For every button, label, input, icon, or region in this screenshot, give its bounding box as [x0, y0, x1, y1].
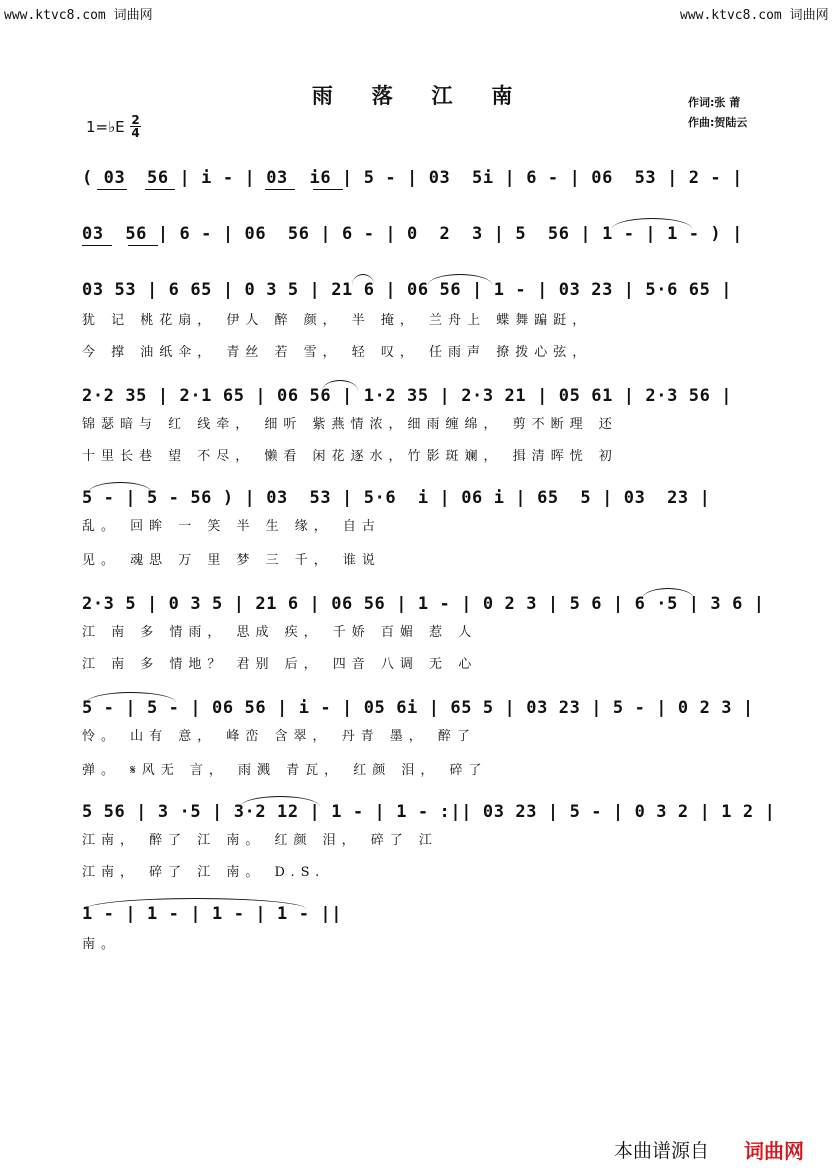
site-url-right[interactable]: www.ktvc8.com 词曲网 — [680, 8, 829, 23]
staff-notes: 2·2 35 | 2·1 65 | 06 56 | 1·2 35 | 2·3 21 | 05 61 | 2·3 56 | — [82, 386, 733, 406]
song-title: 雨 落 江 南 — [311, 83, 529, 108]
tie — [612, 218, 692, 229]
beam — [313, 189, 343, 190]
staff-notes: 5 56 | 3 ·5 | 3·2 12 | 1 - | 1 - :|| 03 23 | 5 - | 0 3 2 | 1 2 | — [82, 802, 776, 822]
lyric-line-1: 江 南 多 情雨， 思成 疾， 千娇 百媚 惹 人 — [82, 625, 478, 640]
staff-8 — [0, 800, 840, 824]
staff-notes: 03 56 | 6 - | 06 56 | 6 - | 0 2 3 | 5 56 | 1 - | 1 - ) | — [82, 224, 743, 244]
staff-notes: 1 - | 1 - | 1 - | 1 - || — [82, 904, 343, 924]
lyric-line-1: 锦瑟暗与 红 线牵， 细听 紫燕情浓，细雨缠绵， 剪不断理 还 — [82, 417, 618, 432]
slur — [642, 588, 694, 599]
lyric-line-1: 犹 记 桃花扇， 伊人 醉 颜， 半 掩， 兰舟上 蝶舞蹁跹， — [82, 313, 592, 328]
lyric-line-2: 见。 魂思 万 里 梦 三 千， 谁说 — [82, 553, 381, 568]
staff-2 — [0, 222, 840, 246]
slur — [428, 274, 492, 285]
slur — [240, 796, 320, 807]
tie — [88, 482, 152, 493]
staff-notes: 2·3 5 | 0 3 5 | 21 6 | 06 56 | 1 - | 0 2 3 | 5 6 | 6 ·5 | 3 6 | — [82, 594, 765, 614]
lyric-line-2: 弹。 𝄋风无 言， 雨溅 青瓦， 红颜 泪， 碎了 — [82, 763, 488, 778]
site-url-left[interactable]: www.ktvc8.com 词曲网 — [4, 8, 153, 23]
lyric-line-1: 怜。 山有 意， 峰峦 含翠， 丹青 墨， 醉了 — [82, 729, 476, 744]
lyric-line-2: 江南， 碎了 江 南。 D.S. — [82, 865, 326, 880]
beam — [82, 245, 112, 246]
lyricist-credit: 作词:张 莆 — [688, 96, 741, 109]
slur — [322, 380, 358, 391]
staff-notes: 5 - | 5 - 56 ) | 03 53 | 5·6 i | 06 i | 65 5 | 03 23 | — [82, 488, 711, 508]
lyric-line-2: 江 南 多 情地？ 君别 后， 四音 八调 无 心 — [82, 657, 478, 672]
beam — [97, 189, 127, 190]
staff-notes: ( 03 56 | i - | 03 i6 | 5 - | 03 5i | 6 - | 06 53 | 2 - | — [82, 168, 743, 188]
staff-notes: 03 53 | 6 65 | 0 3 5 | 21 6 | 06 56 | 1 - | 03 23 | 5·6 65 | — [82, 280, 733, 300]
staff-9 — [0, 902, 840, 926]
staff-5 — [0, 486, 840, 510]
footer-source-text: 本曲谱源自 — [614, 1140, 710, 1162]
footer-site-logo[interactable]: 词曲网 — [744, 1139, 804, 1163]
beam — [128, 245, 158, 246]
tie — [86, 692, 176, 703]
lyric-line-1: 南。 — [82, 937, 121, 952]
meter-top: 2 — [131, 113, 140, 127]
staff-4 — [0, 384, 840, 408]
staff-7 — [0, 696, 840, 720]
tie — [86, 898, 306, 909]
time-signature — [130, 114, 141, 139]
lyric-line-2: 今 撑 油纸伞， 青丝 若 雪， 轻 叹， 任雨声 撩拨心弦， — [82, 345, 592, 360]
lyric-line-2: 十里长巷 望 不尽， 懒看 闲花逐水，竹影斑斓， 揖清晖恍 初 — [82, 449, 618, 464]
composer-credit: 作曲:贺陆云 — [688, 116, 748, 129]
beam — [265, 189, 295, 190]
beam — [145, 189, 175, 190]
staff-1 — [0, 166, 840, 190]
key-signature: 1=♭E — [86, 118, 125, 136]
slur — [352, 274, 374, 285]
meter-bottom: 4 — [131, 126, 140, 140]
staff-3 — [0, 278, 840, 302]
staff-notes: 5 - | 5 - | 06 56 | i - | 05 6i | 65 5 | 03 23 | 5 - | 0 2 3 | — [82, 698, 754, 718]
lyric-line-1: 乱。 回眸 一 笑 半 生 缘， 自古 — [82, 519, 381, 534]
staff-6 — [0, 592, 840, 616]
lyric-line-1: 江南， 醉了 江 南。 红颜 泪， 碎了 江 — [82, 833, 438, 848]
